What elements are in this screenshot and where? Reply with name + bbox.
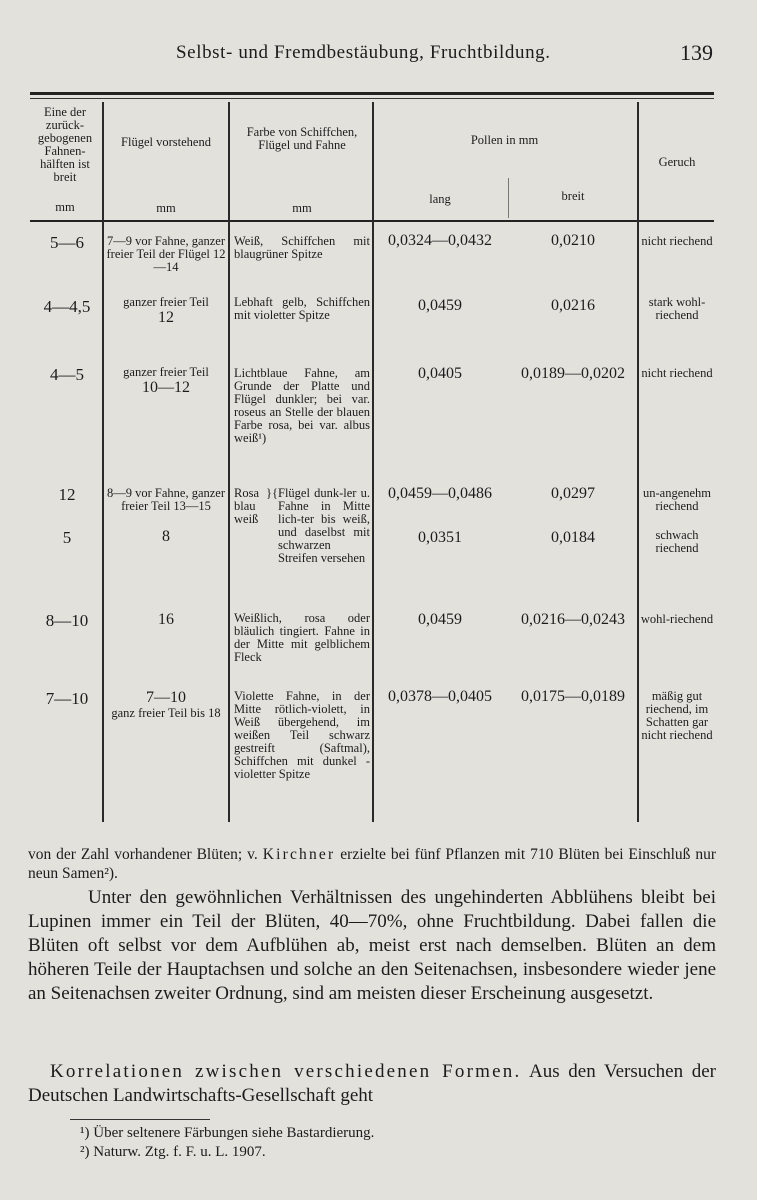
row3-col2-text: ganzer freier Teil [123, 365, 209, 379]
header-breit: breit [561, 189, 585, 203]
row3-col6: nicht riechend [641, 366, 713, 380]
row7-col6: mäßig gut riechend, im Schatten gar nicht riechend [641, 689, 713, 742]
page-header [0, 40, 757, 70]
unit-mm: mm [55, 200, 75, 214]
row7-col5: 0,0175—0,0189 [521, 688, 625, 705]
row5-col4: 0,0351 [418, 529, 462, 546]
header-fluegel: Flügel vorstehend [121, 135, 211, 149]
row5-col1: 5 [62, 528, 72, 547]
row5-col2-value: 8 [162, 528, 170, 545]
row6-col1: 8—10 [45, 611, 89, 630]
row4-col5: 0,0297 [551, 485, 595, 502]
row1-col6: nicht riechend [641, 234, 713, 248]
row2-col5: 0,0216 [551, 297, 595, 314]
unit-mm: mm [292, 201, 312, 215]
footnote-1: ¹) Über seltenere Färbungen siehe Bastardierung. [80, 1125, 375, 1141]
column-divider [228, 102, 230, 822]
row1-col4: 0,0324—0,0432 [388, 232, 492, 249]
column-divider [102, 102, 104, 822]
row3-col5: 0,0189—0,0202 [521, 365, 625, 382]
row7-col2 [106, 689, 226, 720]
cont-author: Kirchner [262, 846, 336, 863]
running-title: Selbst- und Fremdbestäubung, Fruchtbildung. [176, 42, 551, 63]
row3-col4: 0,0405 [418, 365, 462, 382]
row6-col4: 0,0459 [418, 611, 462, 628]
row7-col4: 0,0378—0,0405 [388, 688, 492, 705]
row1-col1: 5—6 [50, 233, 84, 252]
row2-col4: 0,0459 [418, 297, 462, 314]
footnote-2: ²) Naturw. Ztg. f. F. u. L. 1907. [80, 1144, 266, 1160]
row3-col2 [106, 366, 226, 397]
cont-text-rest: erzielte bei fünf Pflanzen mit 710 Blüten bei Einschluß nur neun Samen²). [28, 846, 716, 882]
table-top-rule-thin [30, 98, 714, 99]
row6-col3: Weißlich, rosa oder bläulich tingiert. Fahne in der Mitte mit gelblichem Fleck [234, 611, 370, 664]
footnote-rule [70, 1119, 210, 1120]
row5-col6: schwach riechend [655, 528, 699, 555]
row3-col2-value: 10—12 [142, 379, 190, 396]
row4-col4: 0,0459—0,0486 [388, 485, 492, 502]
paragraph-2-heading: Korrelationen zwischen verschiedenen Formen. [50, 1061, 522, 1082]
row3-col3: Lichtblaue Fahne, am Grunde der Platte und Flügel dunkler; bei var. roseus an Stelle der blauen Farbe rosa, bei var. albus weiß¹) [234, 366, 370, 445]
row6-col2-value: 16 [158, 611, 174, 628]
row1-col2: 7—9 vor Fahne, ganzer freier Teil der Flügel 12—14 [106, 234, 226, 274]
row2-col2-value: 12 [158, 309, 174, 326]
data-table [30, 92, 714, 822]
row2-col3: Lebhaft gelb, Schiffchen mit violetter Spitze [234, 295, 370, 322]
row5-col5: 0,0184 [551, 529, 595, 546]
row4-col1: 12 [58, 485, 76, 504]
row5-col2 [106, 528, 226, 546]
row1-col3: Weiß, Schiffchen mit blaugrüner Spitze [234, 234, 370, 261]
header-fahne-width: Eine der zurück-gebogenen Fahnen-hälften ist breit [37, 105, 93, 184]
row2-col2-text: ganzer freier Teil [123, 295, 209, 309]
paragraph-2 [28, 1060, 716, 1108]
column-divider [372, 102, 374, 822]
brace-colors: Rosa blau weiß [234, 486, 259, 526]
brace-description: Flügel dunk-ler u. Fahne in Mitte lich-ter bis weiß, und daselbst mit schwarzen Streifen versehen [278, 486, 370, 565]
row7-col1: 7—10 [45, 689, 89, 708]
brace-glyph: }{ [266, 486, 278, 500]
cont-text: von der Zahl vorhandener Blüten; v. [28, 846, 258, 863]
header-geruch: Geruch [658, 155, 696, 169]
row2-col2 [106, 296, 226, 327]
row3-col1: 4—5 [50, 365, 84, 384]
paragraph-1: Unter den gewöhnlichen Verhältnissen des ungehinderten Abblühens bleibt bei Lupinen immer ein Teil der Blüten, 40—70%, ohne Fruchtbildung. Dabei fallen die Blüten oft selbst vor dem Aufblühen ab, meist erst nach demselben. Blüten an dem höheren Teile der Hauptachsen und solche an den Seitenachsen, insbesondere wieder jene an Seitenachsen zweiter Ordnung, sind am meisten dieser Erscheinung ausgesetzt. [28, 887, 716, 1004]
row7-col3: Violette Fahne, in der Mitte rötlich-violett, in Weiß übergehend, im weißen Teil schwarz gestreift (Saftmal), Schiffchen mit dunkel - violetter Spitze [234, 689, 370, 781]
row6-col6: wohl-riechend [640, 612, 714, 626]
column-divider [637, 102, 639, 822]
row1-col5: 0,0210 [551, 232, 595, 249]
header-lang: lang [429, 192, 451, 206]
row7-col2-text: ganz freier Teil bis 18 [111, 706, 221, 720]
page-number: 139 [680, 40, 713, 65]
row7-col2-value: 7—10 [146, 689, 186, 706]
row4-col2: 8—9 vor Fahne, ganzer freier Teil 13—15 [106, 486, 226, 513]
continued-paragraph [28, 845, 716, 883]
unit-mm: mm [156, 201, 176, 215]
table-top-rule [30, 92, 714, 95]
row2-col1: 4—4,5 [43, 297, 91, 316]
row6-col5: 0,0216—0,0243 [521, 611, 625, 628]
row4-col6: un-angenehm riechend [642, 486, 712, 513]
paragraph-2-text: Aus den Versuchen der Deutschen Landwirtschafts-Gesellschaft geht [28, 1061, 717, 1106]
row2-col6: stark wohl-riechend [648, 295, 706, 322]
header-pollen: Pollen in mm [470, 133, 539, 147]
row6-col2 [106, 611, 226, 629]
header-farbe: Farbe von Schiffchen, Flügel und Fahne [246, 125, 358, 152]
